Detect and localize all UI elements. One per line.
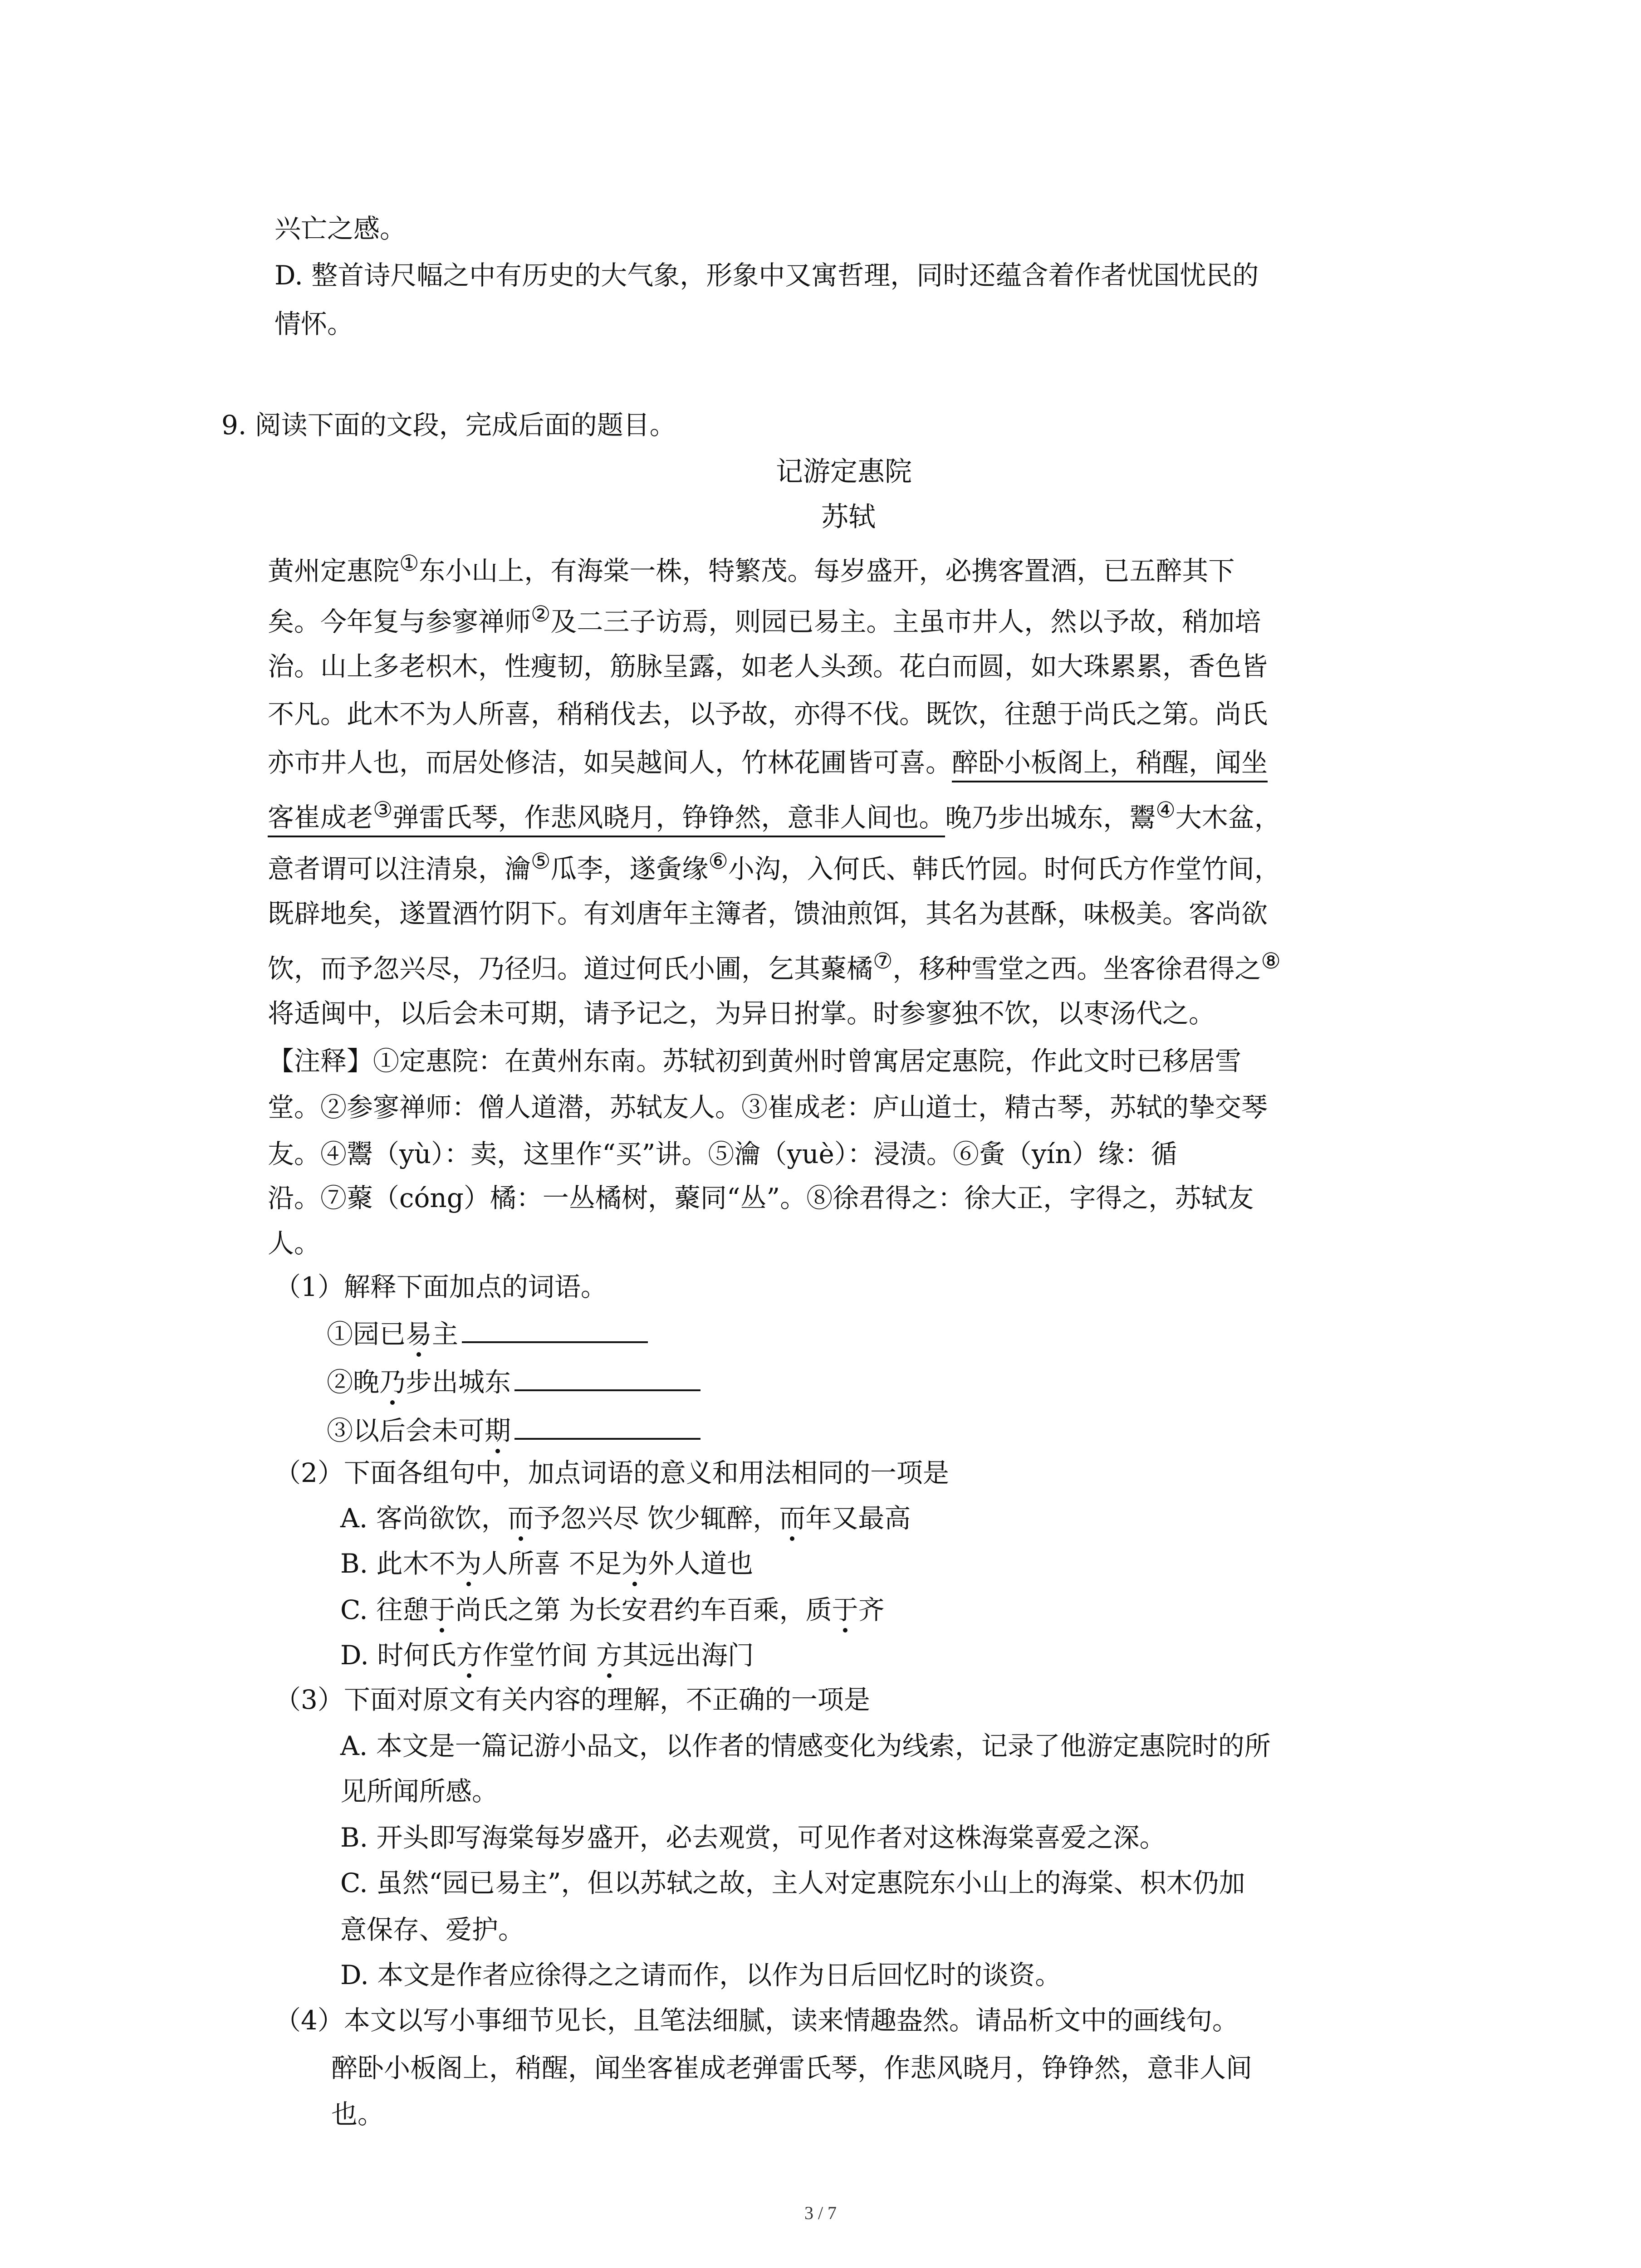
subquestion-3-option-a-line2: 见所闻所感。 <box>340 1776 499 1807</box>
underlined-sentence-part2 <box>268 797 945 837</box>
underlined-sentence-part1: 醉卧小板阁上，稍醒，闻坐 <box>952 747 1268 782</box>
passage-line-1 <box>268 551 1235 587</box>
text: 作堂竹间 <box>482 1640 596 1671</box>
passage-line-5 <box>268 749 1268 776</box>
note-mark-3: ③ <box>373 797 393 823</box>
text: 瓜李，遂夤缘 <box>550 853 709 885</box>
dotted-word: 为 <box>455 1548 482 1579</box>
passage-line-8: 既辟地矣，遂置酒竹阴下。有刘唐年主簿者，馈油煎饵，其名为甚酥，味极美。客尚欲 <box>268 898 1268 929</box>
subquestion-3-option-b: B. 开头即写海棠每岁盛开，必去观赏，可见作者对这株海棠喜爱之深。 <box>340 1822 1166 1853</box>
note-mark-5: ⑤ <box>531 849 551 874</box>
text: ③以后会未可 <box>327 1415 485 1446</box>
subquestion-2-option-b <box>340 1550 753 1577</box>
notes-line-3: 友。④鬻（yù）：卖，这里作“买”讲。⑤瀹（yuè）：浸渍。⑥夤（yín）缘：循 <box>268 1139 1177 1169</box>
subquestion-3-option-c-line1: C. 虽然“园已易主”，但以苏轼之故，主人对定惠院东小山上的海棠、枳木仍加 <box>340 1867 1245 1898</box>
notes-line-1: 【注释】①定惠院：在黄州东南。苏轼初到黄州时曾寓居定惠院，作此文时已移居雪 <box>268 1046 1242 1076</box>
text: 大木盆， <box>1175 802 1281 833</box>
text: A. 客尚欲饮， <box>340 1503 508 1534</box>
text: D. 时何氏 <box>340 1640 456 1671</box>
text: ②晚 <box>327 1367 380 1398</box>
text: 黄州定惠院 <box>268 555 400 587</box>
dotted-word: 为 <box>621 1548 648 1579</box>
passage-line-10: 将适闽中，以后会未可期，请予记之，为异日拊掌。时参寥独不饮，以枣汤代之。 <box>268 998 1215 1029</box>
subquestion-1-item-3 <box>327 1415 700 1446</box>
note-mark-4: ④ <box>1156 797 1176 823</box>
dotted-word: 方 <box>456 1640 483 1671</box>
text: ，移种雪堂之西。坐客徐君得之 <box>892 953 1261 984</box>
subquestion-2-option-a <box>340 1503 911 1534</box>
question-9-intro: 9. 阅读下面的文段，完成后面的题目。 <box>221 410 676 440</box>
text: B. 此木不 <box>340 1548 456 1579</box>
dotted-word: 易 <box>406 1319 432 1349</box>
text: 客崔成老 <box>268 802 373 833</box>
passage-line-6 <box>268 799 1281 831</box>
text: 人所喜 不足 <box>481 1548 622 1579</box>
notes-line-4: 沿。⑦藂（cóng）橘：一丛橘树，藂同“丛”。⑧徐君得之：徐大正，字得之，苏轼友 <box>268 1183 1254 1213</box>
subquestion-2-option-c <box>340 1594 885 1625</box>
dotted-word: 于 <box>429 1594 456 1625</box>
dotted-word: 期 <box>485 1415 511 1446</box>
subquestion-2-option-d <box>340 1640 754 1671</box>
text: 东小山上，有海棠一株，特繁茂。每岁盛开，必携客置酒，已五醉其下 <box>419 555 1235 587</box>
passage-line-7 <box>268 849 1281 885</box>
passage-line-4: 不凡。此木不为人所喜，稍稍伐去，以予故，亦得不伐。既饮，往憩于尚氏之第。尚氏 <box>268 699 1268 729</box>
note-mark-2: ② <box>531 601 551 627</box>
text: 亦市井人也，而居处修洁，如吴越间人，竹林花圃皆可喜。 <box>268 747 952 778</box>
prev-option-c-tail: 兴亡之感。 <box>274 213 407 244</box>
subquestion-1-stem: （1）解释下面加点的词语。 <box>274 1271 607 1302</box>
note-mark-6: ⑥ <box>708 849 728 874</box>
passage-line-2 <box>268 603 1261 635</box>
page-number: 3 / 7 <box>804 2203 837 2223</box>
note-mark-1: ① <box>399 551 419 576</box>
note-mark-8: ⑧ <box>1261 948 1281 974</box>
dotted-word: 乃 <box>379 1367 406 1398</box>
subquestion-3-option-a-line1: A. 本文是一篇记游小品文，以作者的情感变化为线索，记录了他游定惠院时的所 <box>340 1730 1271 1761</box>
text: 饮，而予忽兴尽，乃径归。道过何氏小圃，乞其藂橘 <box>268 953 873 984</box>
text: 年又最高 <box>805 1503 911 1534</box>
passage-line-3: 治。山上多老枳木，性瘦韧，筋脉呈露，如老人头颈。花白而圆，如大珠累累，香色皆 <box>268 651 1268 682</box>
notes-line-5: 人。 <box>268 1228 321 1259</box>
notes-line-2: 堂。②参寥禅师：僧人道潜，苏轼友人。③崔成老：庐山道士，精古琴，苏轼的挚交琴 <box>268 1092 1268 1123</box>
text: ①园已 <box>327 1319 406 1349</box>
dotted-word: 而 <box>507 1503 534 1534</box>
text: 弹雷氏琴，作悲风晓月，铮铮然，意非人间也。 <box>392 802 945 833</box>
subquestion-4-stem: （4）本文以写小事细节见长，且笔法细腻，读来情趣盎然。请品析文中的画线句。 <box>274 2005 1239 2036</box>
subquestion-1-item-1 <box>327 1321 648 1347</box>
subquestion-4-sentence-line1: 醉卧小板阁上，稍醒，闻坐客崔成老弹雷氏琴，作悲风晓月，铮铮然，意非人间 <box>331 2053 1253 2083</box>
text: 尚氏之第 为长安君约车百乘，质 <box>455 1594 832 1625</box>
answer-blank-2[interactable] <box>514 1389 700 1391</box>
subquestion-3-stem: （3）下面对原文有关内容的理解，不正确的一项是 <box>274 1684 870 1715</box>
text: 及二三子访焉，则园已易主。主虽市井人，然以予故，稍加培 <box>550 606 1261 637</box>
text: 意者谓可以注清泉，瀹 <box>268 853 531 885</box>
text: 外人道也 <box>647 1548 753 1579</box>
passage-line-9 <box>268 950 1281 982</box>
text: 小沟，入何氏、韩氏竹园。时何氏方作堂竹间， <box>728 853 1281 885</box>
text: 齐 <box>858 1594 885 1625</box>
passage-author: 苏轼 <box>821 501 876 533</box>
text: 矣。今年复与参寥禅师 <box>268 606 531 637</box>
text: 晚乃步出城东，鬻 <box>945 802 1156 833</box>
text: 其远出海门 <box>622 1640 754 1671</box>
passage-title: 记游定惠院 <box>776 456 912 488</box>
text: 予忽兴尽 饮少辄醉， <box>534 1503 779 1534</box>
subquestion-2-stem: （2）下面各组句中，加点词语的意义和用法相同的一项是 <box>274 1457 949 1488</box>
text: C. 往憩 <box>340 1594 429 1625</box>
dotted-word: 而 <box>779 1503 806 1534</box>
prev-option-d-line2: 情怀。 <box>274 308 354 339</box>
prev-option-d-line1: D. 整首诗尺幅之中有历史的大气象，形象中又寓哲理，同时还蕴含着作者忧国忧民的 <box>274 260 1259 291</box>
text: 主 <box>432 1319 459 1349</box>
subquestion-3-option-c-line2: 意保存、爱护。 <box>340 1914 525 1945</box>
subquestion-1-item-2 <box>327 1367 700 1398</box>
subquestion-3-option-d: D. 本文是作者应徐得之之请而作，以作为日后回忆时的谈资。 <box>340 1960 1062 1990</box>
subquestion-4-sentence-line2: 也。 <box>331 2099 384 2130</box>
answer-blank-1[interactable] <box>462 1341 648 1343</box>
answer-blank-3[interactable] <box>514 1438 700 1440</box>
note-mark-7: ⑦ <box>873 948 893 974</box>
text: 步出城东 <box>406 1367 511 1398</box>
dotted-word: 方 <box>596 1640 622 1671</box>
dotted-word: 于 <box>832 1594 858 1625</box>
